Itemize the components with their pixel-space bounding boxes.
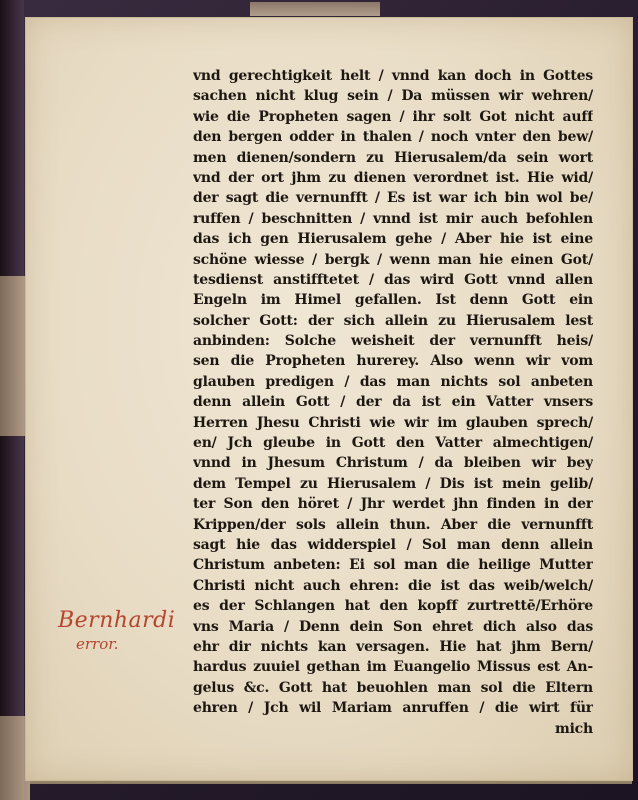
text-line: glauben predigen / das man nichts sol anbeten (193, 373, 593, 390)
text-line: tesdienst anstifftetet / das wird Gott vnnd allen (193, 271, 593, 288)
text-line: vnnd in Jhesum Christum / da bleiben wir bey (193, 455, 593, 472)
text-line: sagt hie das widderspiel / Sol man denn allein (193, 536, 593, 553)
printed-text-block (193, 66, 593, 739)
text-line: vnd gerechtigkeit helt / vnnd kan doch in Gottes (193, 68, 593, 84)
text-line: Krippen/der sols allein thun. Aber die vernunfft (193, 516, 593, 533)
text-line: gelus &c. Gott hat beuohlen man sol die Eltern (193, 679, 593, 696)
text-line: schöne wiesse / bergk / wenn man hie einen Got/ (193, 251, 593, 268)
text-line: anbinden: Solche weisheit der vernunfft heis/ (193, 333, 593, 350)
handwritten-marginal-note (58, 608, 175, 653)
text-line: Christi nicht auch ehren: die ist das weib/welch/ (193, 577, 593, 594)
paper-tab-top (250, 2, 380, 16)
text-line: es der Schlangen hat den kopff zurtrettē/Erhöre (193, 598, 593, 615)
text-line: wie die Propheten sagen / ihr solt Got nicht auff (193, 108, 593, 125)
paper-tab-left (0, 276, 26, 436)
text-line: denn allein Gott / der da ist ein Vatter vnsers (193, 394, 593, 411)
text-line: men dienen/sondern zu Hierusalem/da sein wort (193, 149, 593, 166)
text-line: vns Maria / Denn dein Son ehret dich also das (193, 618, 593, 635)
text-line: dem Tempel zu Hierusalem / Dis ist mein gelib/ (193, 475, 593, 492)
text-line: ehren / Jch wil Mariam anruffen / die wirt für (193, 700, 593, 717)
text-line: Herren Jhesu Christi wie wir im glauben sprech/ (193, 414, 593, 431)
text-line: Engeln im Himel gefallen. Ist denn Gott ein (193, 292, 593, 309)
text-line: ehr dir nichts kan versagen. Hie hat jhm Bern/ (193, 638, 593, 655)
text-line: en/ Jch gleube in Gott den Vatter almechtigen/ (193, 435, 593, 452)
text-line: vnd der ort jhm zu dienen verordnet ist. Hie wid/ (193, 169, 593, 186)
text-line: sen die Propheten hurerey. Also wenn wir vom (193, 353, 593, 370)
text-line: das ich gen Hierusalem gehe / Aber hie ist eine (193, 231, 593, 248)
marginal-note-line-1: Bernhardi (58, 608, 176, 633)
text-line: ruffen / beschnitten / vnnd ist mir auch befohlen (193, 210, 593, 227)
text-line: Christum anbeten: Ei sol man die heilige Mutter (193, 557, 593, 574)
text-line: den bergen odder in thalen / noch vnter den bew/ (193, 129, 593, 146)
text-line: ter Son den höret / Jhr werdet jhn finden in der (193, 496, 593, 513)
text-line: der sagt die vernunfft / Es ist war ich bin wol be/ (193, 190, 593, 207)
text-line: mich (554, 720, 593, 737)
text-line: sachen nicht klug sein / Da müssen wir wehren/ (193, 88, 593, 105)
text-line: solcher Gott: der sich allein zu Hierusalem lest (193, 312, 593, 329)
marginal-note-line-2: error. (76, 635, 119, 653)
text-line: hardus zuuiel gethan im Euangelio Missus est An- (193, 659, 593, 676)
